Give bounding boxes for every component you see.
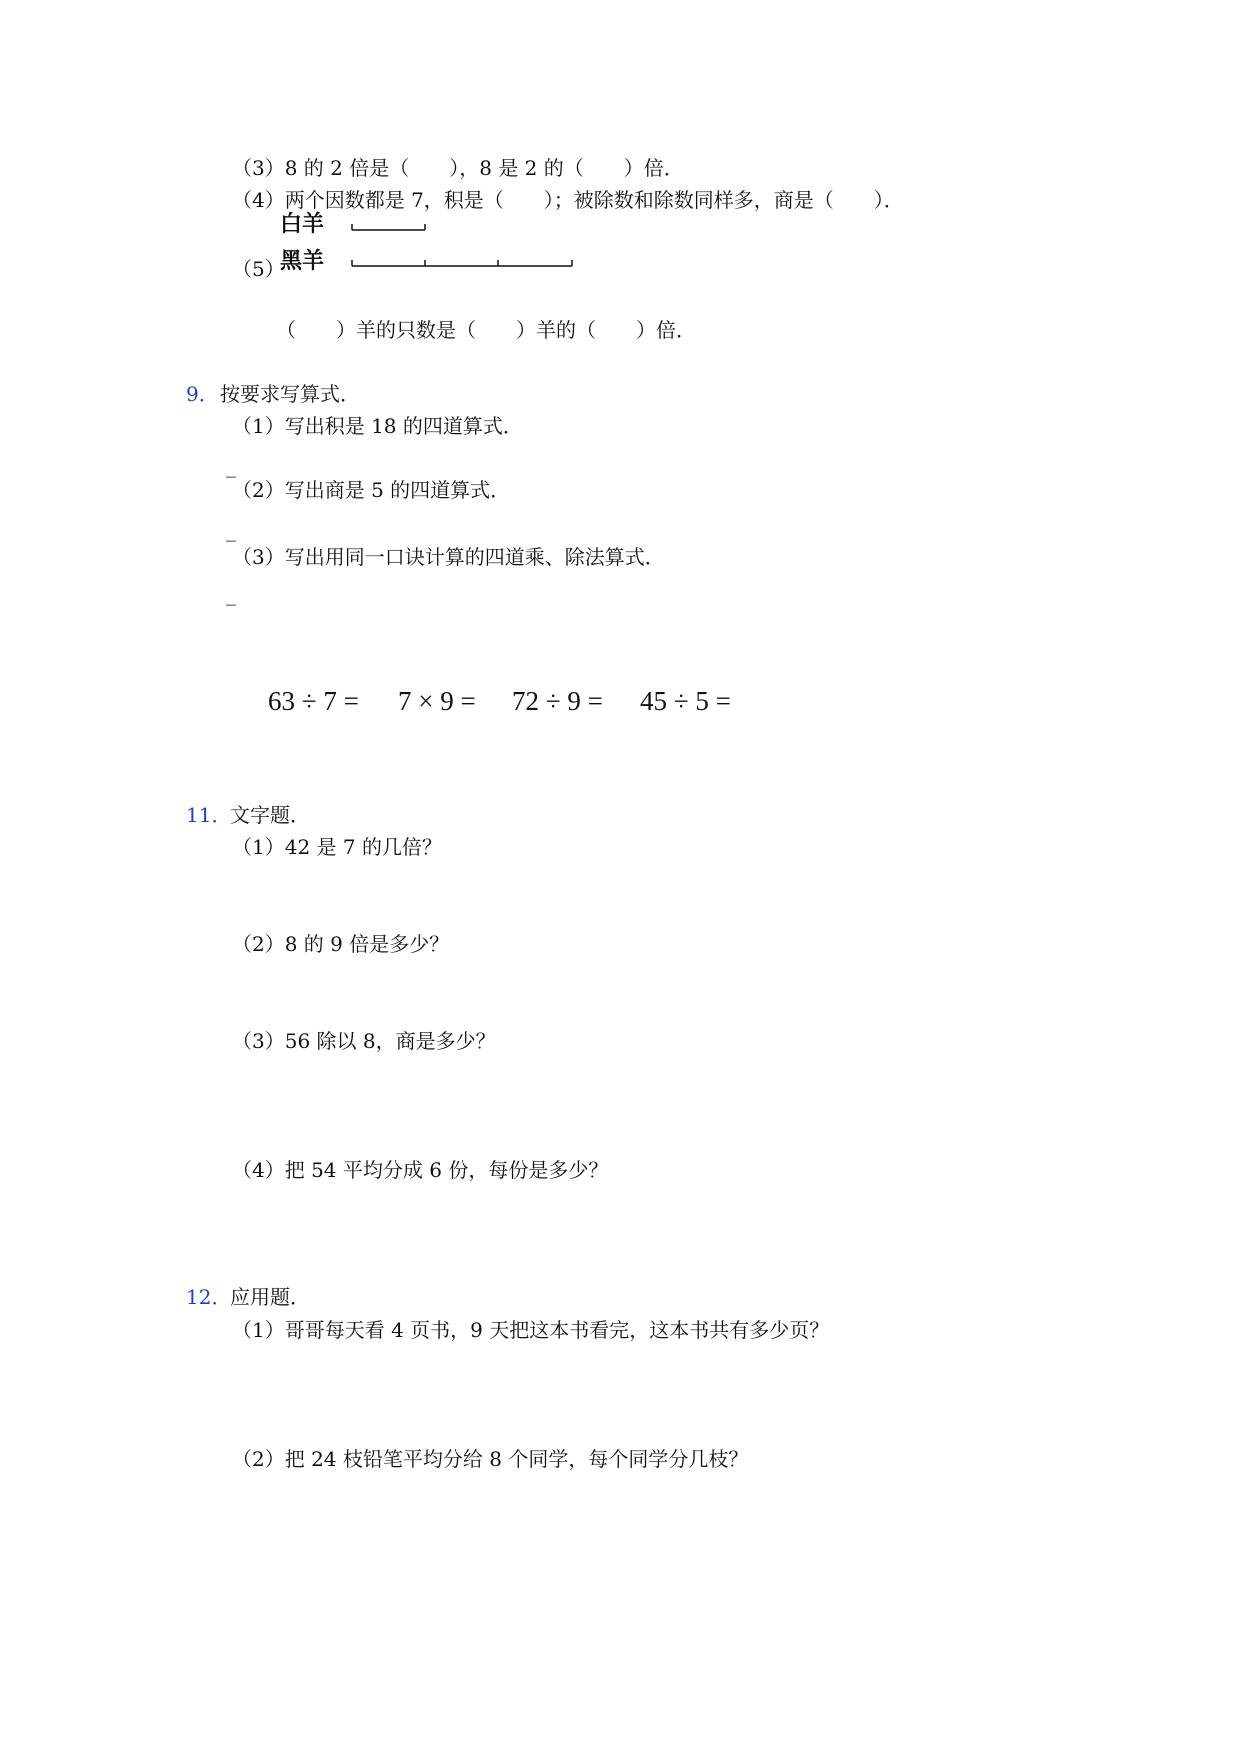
black-sheep-label: 黑羊 — [280, 249, 325, 274]
q12-title: 应用题． — [230, 1285, 310, 1309]
equation-2: 7 × 9 = — [398, 686, 476, 716]
q12-item-2: （2）把 24 枝铅笔平均分给 8 个同学，每个同学分几枝？ — [232, 1447, 749, 1471]
white-sheep-label: 白羊 — [280, 212, 325, 237]
q11-item-2: （2）8 的 9 倍是多少？ — [232, 932, 450, 956]
black-sheep-bar — [352, 260, 572, 266]
q8-item-5: （5） — [232, 257, 285, 281]
q11-item-1: （1）42 是 7 的几倍？ — [232, 835, 442, 859]
equation-3: 72 ÷ 9 = — [512, 686, 603, 716]
q11-item-4: （4）把 54 平均分成 6 份，每份是多少？ — [232, 1158, 609, 1182]
q9-number: 9． — [186, 382, 219, 406]
q9-blank-3[interactable]: _ — [226, 582, 236, 606]
q12-item-1: （1）哥哥每天看 4 页书，9 天把这本书看完，这本书共有多少页？ — [232, 1318, 830, 1342]
equation-4: 45 ÷ 5 = — [640, 686, 731, 716]
q11-item-3: （3）56 除以 8，商是多少？ — [232, 1029, 496, 1053]
equation-1: 63 ÷ 7 = — [268, 686, 359, 716]
q9-title: 按要求写算式． — [220, 382, 360, 406]
q8-item-4: （4）两个因数都是 7，积是（ ）；被除数和除数同样多，商是（ ）． — [232, 188, 904, 212]
q9-item-2: （2）写出商是 5 的四道算式． — [232, 478, 511, 502]
q8-item-5-blanks: （ ）羊的只数是（ ）羊的（ ）倍． — [276, 318, 696, 342]
q8-item-3: （3）8 的 2 倍是（ ），8 是 2 的（ ）倍． — [232, 156, 684, 180]
white-sheep-bar — [352, 224, 425, 230]
q9-blank-1[interactable]: _ — [226, 454, 236, 478]
q9-blank-2[interactable]: _ — [226, 518, 236, 542]
q11-number: 11． — [186, 803, 232, 827]
q9-item-1: （1）写出积是 18 的四道算式． — [232, 414, 523, 438]
q9-item-3: （3）写出用同一口诀计算的四道乘、除法算式． — [232, 545, 665, 569]
q11-title: 文字题． — [230, 803, 310, 827]
q12-number: 12． — [186, 1285, 232, 1309]
